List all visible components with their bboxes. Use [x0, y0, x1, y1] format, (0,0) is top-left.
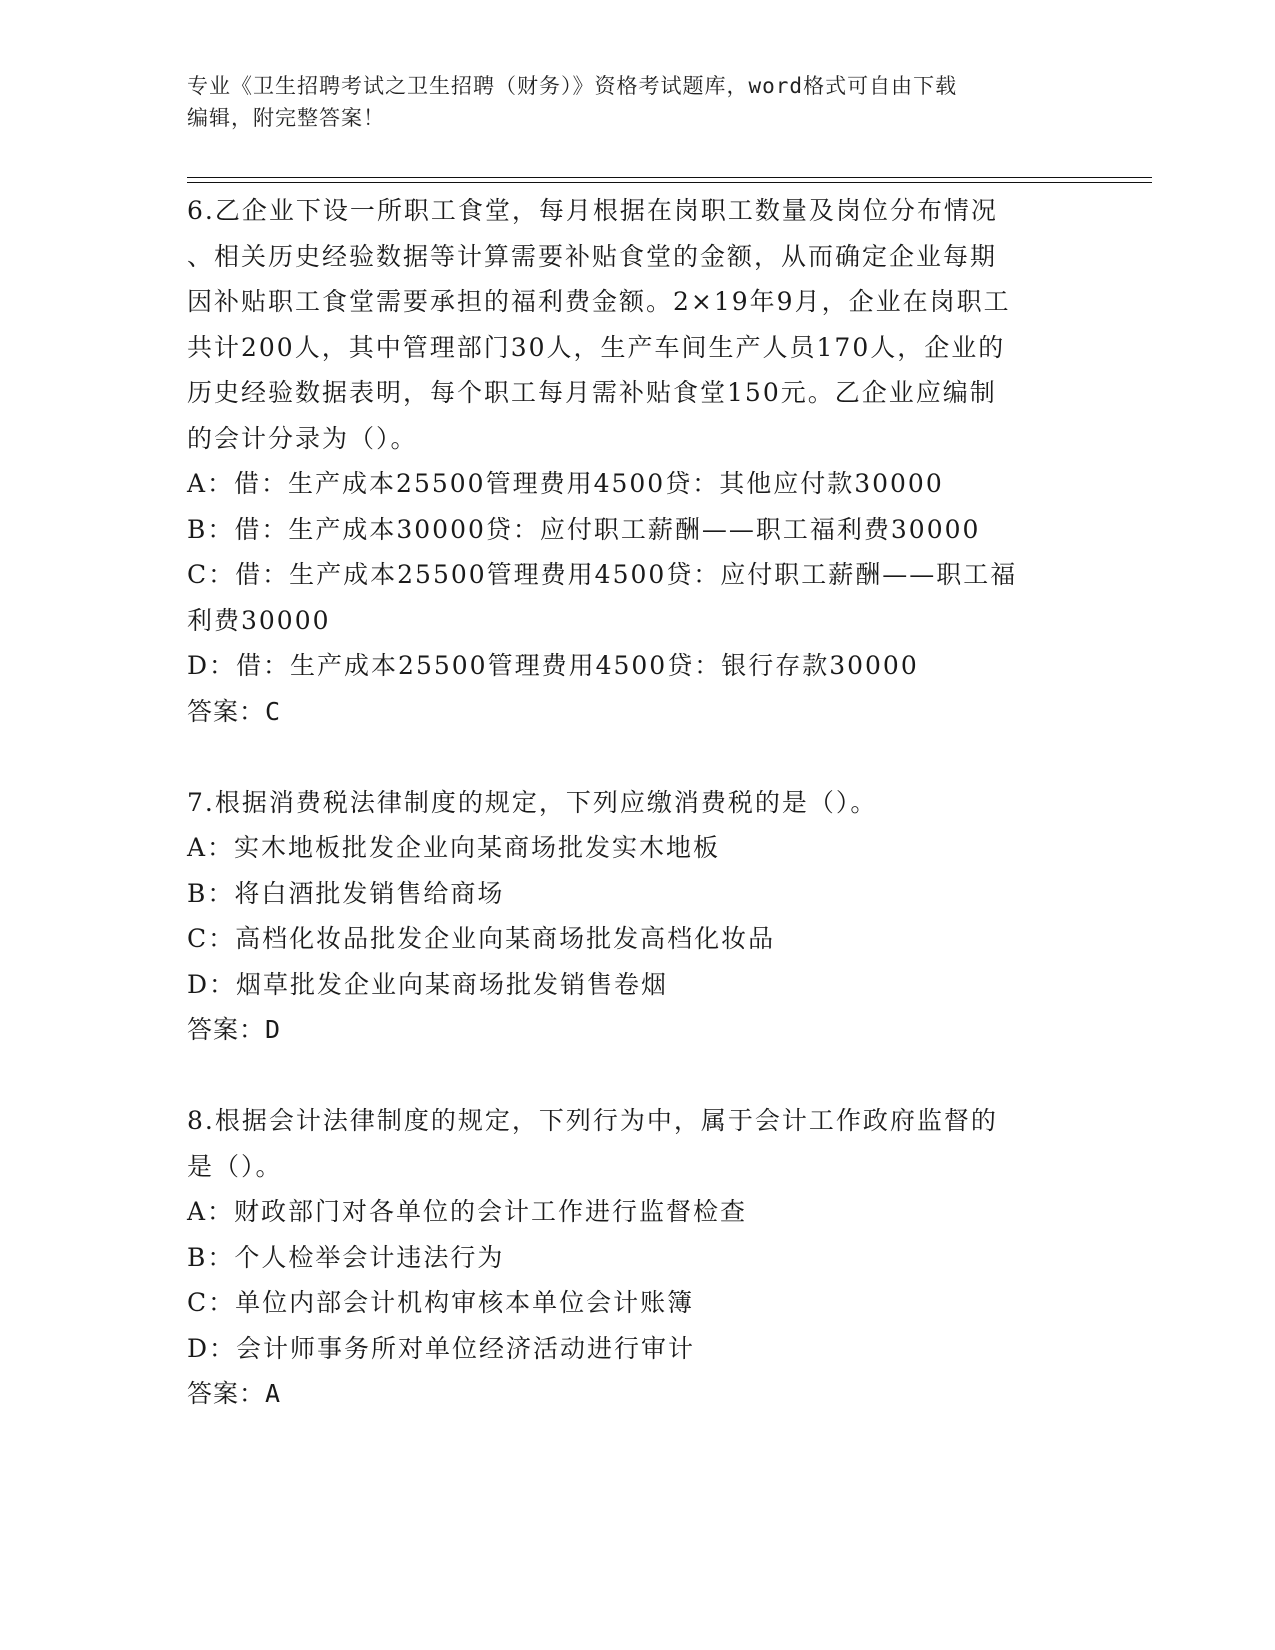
option-a: A：借：生产成本25500管理费用4500贷：其他应付款30000 — [187, 469, 944, 498]
answer-label: 答案：A — [187, 1379, 282, 1408]
question-stem-line: 历史经验数据表明，每个职工每月需补贴食堂150元。乙企业应编制 — [187, 378, 997, 407]
option-b: B：将白酒批发销售给商场 — [187, 878, 505, 908]
option-d: D：借：生产成本25500管理费用4500贷：银行存款30000 — [187, 651, 919, 680]
option-a: A：财政部门对各单位的会计工作进行监督检查 — [187, 1197, 748, 1226]
option-c: C：借：生产成本25500管理费用4500贷：应付职工薪酬——职工福 — [187, 560, 1018, 589]
question-7 — [187, 780, 1087, 1053]
question-8 — [187, 1098, 1087, 1417]
option-c-continued: 利费30000 — [187, 605, 331, 635]
question-stem-line: 的会计分录为（）。 — [187, 423, 418, 453]
option-b: B：借：生产成本30000贷：应付职工薪酬——职工福利费30000 — [187, 514, 981, 544]
option-c: C：单位内部会计机构审核本单位会计账簿 — [187, 1288, 695, 1317]
question-list — [187, 188, 1087, 1417]
answer-label: 答案：D — [187, 1015, 282, 1044]
question-stem-line: 6.乙企业下设一所职工食堂，每月根据在岗职工数量及岗位分布情况 — [187, 196, 998, 225]
header-line-2: 编辑，附完整答案！ — [187, 106, 385, 130]
option-a: A：实木地板批发企业向某商场批发实木地板 — [187, 833, 721, 862]
option-b: B：个人检举会计违法行为 — [187, 1242, 505, 1272]
answer-label: 答案：C — [187, 696, 282, 726]
question-stem-line: 是（）。 — [187, 1151, 283, 1181]
question-stem-line: 8.根据会计法律制度的规定，下列行为中，属于会计工作政府监督的 — [187, 1106, 998, 1135]
document-header — [187, 70, 1087, 134]
option-d: D：烟草批发企业向某商场批发销售卷烟 — [187, 969, 669, 999]
header-line-1: 专业《卫生招聘考试之卫生招聘（财务）》资格考试题库，word格式可自由下载 — [187, 74, 958, 98]
option-c: C：高档化妆品批发企业向某商场批发高档化妆品 — [187, 924, 776, 953]
option-d: D：会计师事务所对单位经济活动进行审计 — [187, 1333, 696, 1363]
question-stem-line: 、相关历史经验数据等计算需要补贴食堂的金额，从而确定企业每期 — [187, 241, 998, 271]
question-6 — [187, 188, 1087, 734]
question-stem-line: 共计200人，其中管理部门30人，生产车间生产人员170人，企业的 — [187, 332, 1006, 362]
header-divider-top — [187, 177, 1152, 178]
question-stem-line: 因补贴职工食堂需要承担的福利费金额。2×19年9月，企业在岗职工 — [187, 287, 1011, 316]
header-divider-bottom — [187, 182, 1152, 183]
question-stem-line: 7.根据消费税法律制度的规定，下列应缴消费税的是（）。 — [187, 787, 878, 817]
